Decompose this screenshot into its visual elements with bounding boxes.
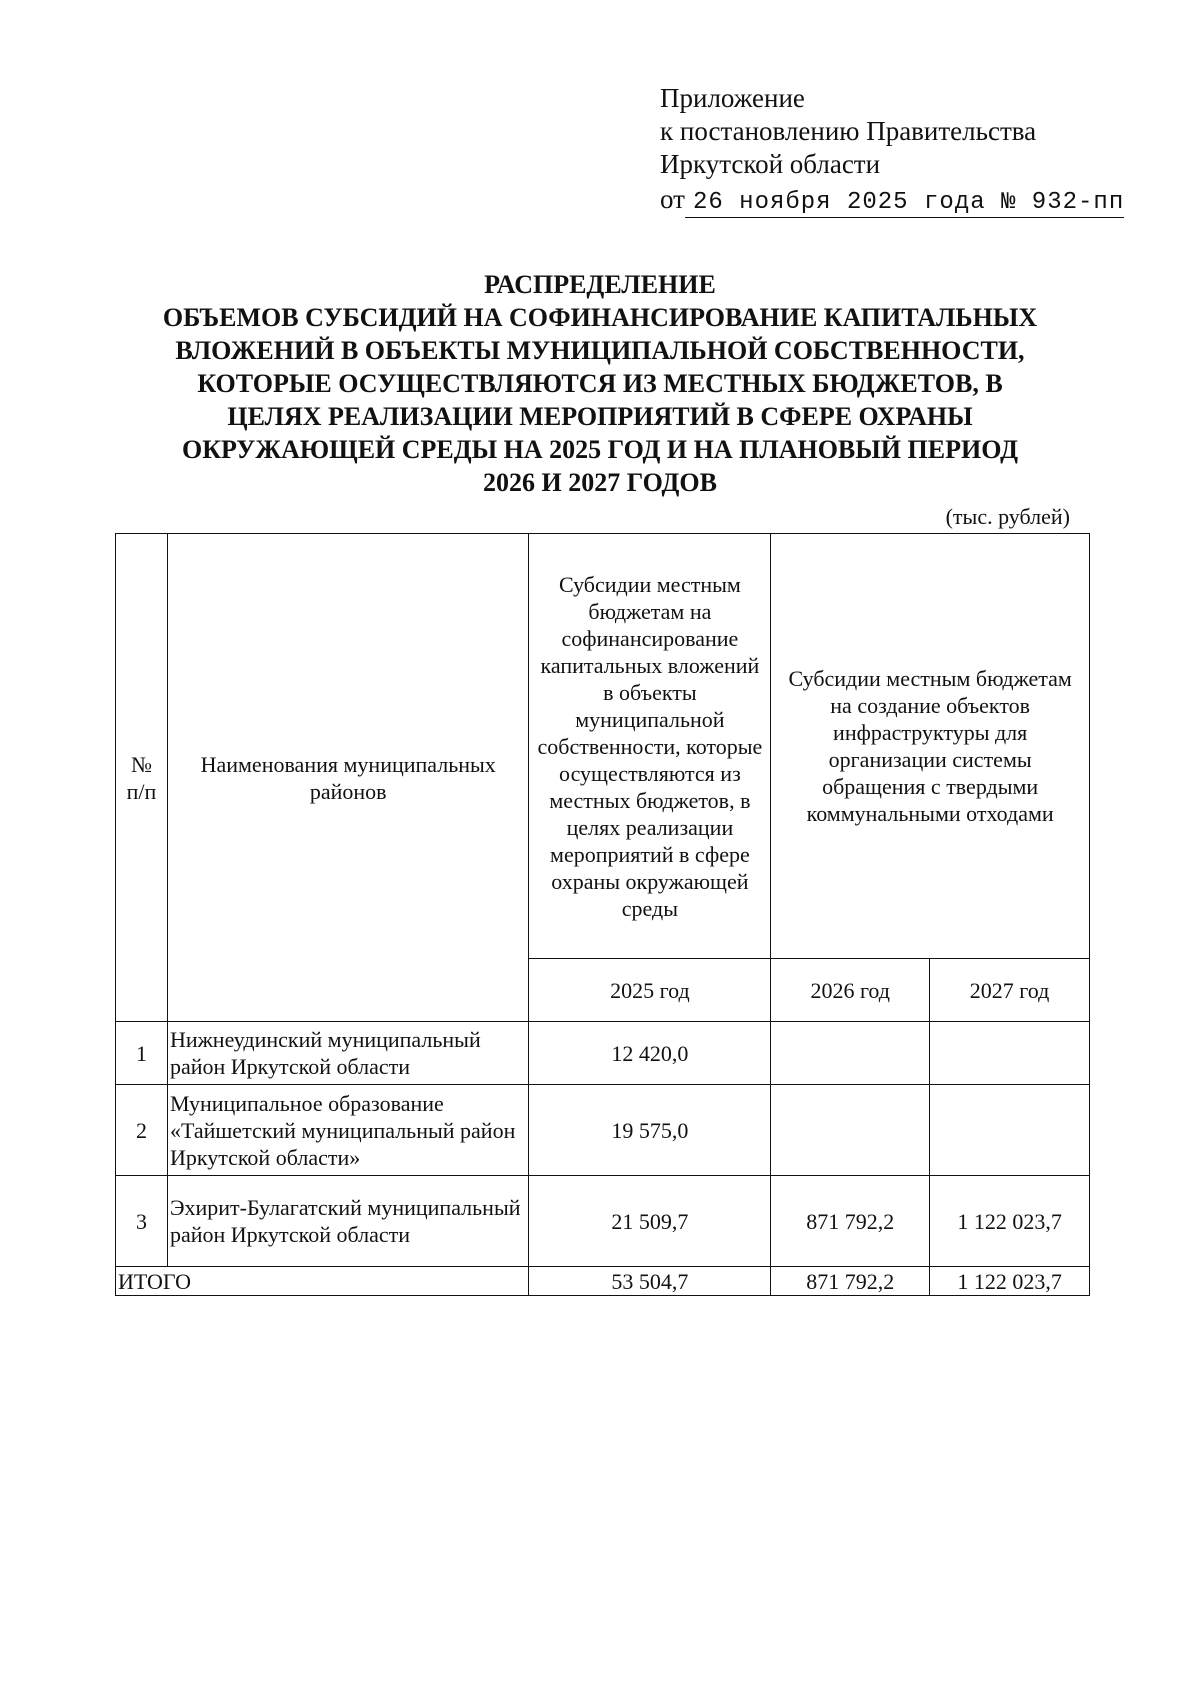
document-title (100, 268, 1100, 499)
table-row (116, 1176, 1090, 1267)
row-num: 1 (116, 1022, 168, 1085)
row-name: Муниципальное образование «Тайшетский муниципальный район Иркутской области» (167, 1085, 529, 1176)
row-value-2026 (771, 1085, 930, 1176)
header-2026-2027-desc: Субсидии местным бюджетам на создание объектов инфраструктуры для организации системы обращения с твердыми коммунальными отходами (771, 534, 1090, 959)
title-line: ВЛОЖЕНИЙ В ОБЪЕКТЫ МУНИЦИПАЛЬНОЙ СОБСТВЕННОСТИ, (175, 336, 1025, 365)
appendix-line-3: Иркутской области (660, 149, 881, 179)
row-num: 3 (116, 1176, 168, 1267)
table-row (116, 1085, 1090, 1176)
title-line: ОБЪЕМОВ СУБСИДИЙ НА СОФИНАНСИРОВАНИЕ КАПИТАЛЬНЫХ (162, 303, 1038, 332)
title-line: КОТОРЫЕ ОСУЩЕСТВЛЯЮТСЯ ИЗ МЕСТНЫХ БЮДЖЕТОВ, В (197, 369, 1003, 398)
table-header-row (116, 534, 1090, 959)
header-num: № п/п (116, 534, 168, 1022)
appendix-block (660, 82, 1124, 219)
table-row (116, 1022, 1090, 1085)
appendix-line-1: Приложение (660, 83, 805, 113)
row-value-2026: 871 792,2 (771, 1176, 930, 1267)
units-label: (тыс. рублей) (945, 504, 1070, 529)
distribution-table (115, 533, 1090, 1296)
table-total-row (116, 1267, 1090, 1296)
row-value-2027 (930, 1022, 1090, 1085)
row-value-2027: 1 122 023,7 (930, 1176, 1090, 1267)
title-line: ЦЕЛЯХ РЕАЛИЗАЦИИ МЕРОПРИЯТИЙ В СФЕРЕ ОХРАНЫ (227, 402, 973, 431)
total-value-2025: 53 504,7 (529, 1267, 771, 1296)
title-line: РАСПРЕДЕЛЕНИЕ (484, 270, 716, 299)
header-name: Наименования муниципальных районов (167, 534, 529, 1022)
header-2025-desc: Субсидии местным бюджетам на софинансирование капитальных вложений в объекты муниципальной собственности, которые осуществляются из местных бюджетов, в целях реализации мероприятий в сфере охраны окружающей среды (529, 534, 771, 959)
title-line: 2026 И 2027 ГОДОВ (483, 468, 717, 497)
appendix-line-2: к постановлению Правительства (660, 116, 1037, 146)
date-value: 26 ноября 2025 года № 932-пп (685, 189, 1124, 218)
row-value-2025: 12 420,0 (529, 1022, 771, 1085)
row-value-2025: 19 575,0 (529, 1085, 771, 1176)
row-name: Нижнеудинский муниципальный район Иркутской области (167, 1022, 529, 1085)
row-value-2027 (930, 1085, 1090, 1176)
row-num: 2 (116, 1085, 168, 1176)
date-prefix: от (660, 184, 685, 214)
total-label: ИТОГО (116, 1267, 529, 1296)
row-value-2025: 21 509,7 (529, 1176, 771, 1267)
row-name: Эхирит-Булагатский муниципальный район Иркутской области (167, 1176, 529, 1267)
header-year-2026: 2026 год (771, 959, 930, 1022)
title-line: ОКРУЖАЮЩЕЙ СРЕДЫ НА 2025 ГОД И НА ПЛАНОВЫЙ ПЕРИОД (181, 435, 1019, 464)
header-year-2027: 2027 год (930, 959, 1090, 1022)
header-year-2025: 2025 год (529, 959, 771, 1022)
row-value-2026 (771, 1022, 930, 1085)
total-value-2026: 871 792,2 (771, 1267, 930, 1296)
appendix-date-line (660, 183, 1124, 219)
total-value-2027: 1 122 023,7 (930, 1267, 1090, 1296)
